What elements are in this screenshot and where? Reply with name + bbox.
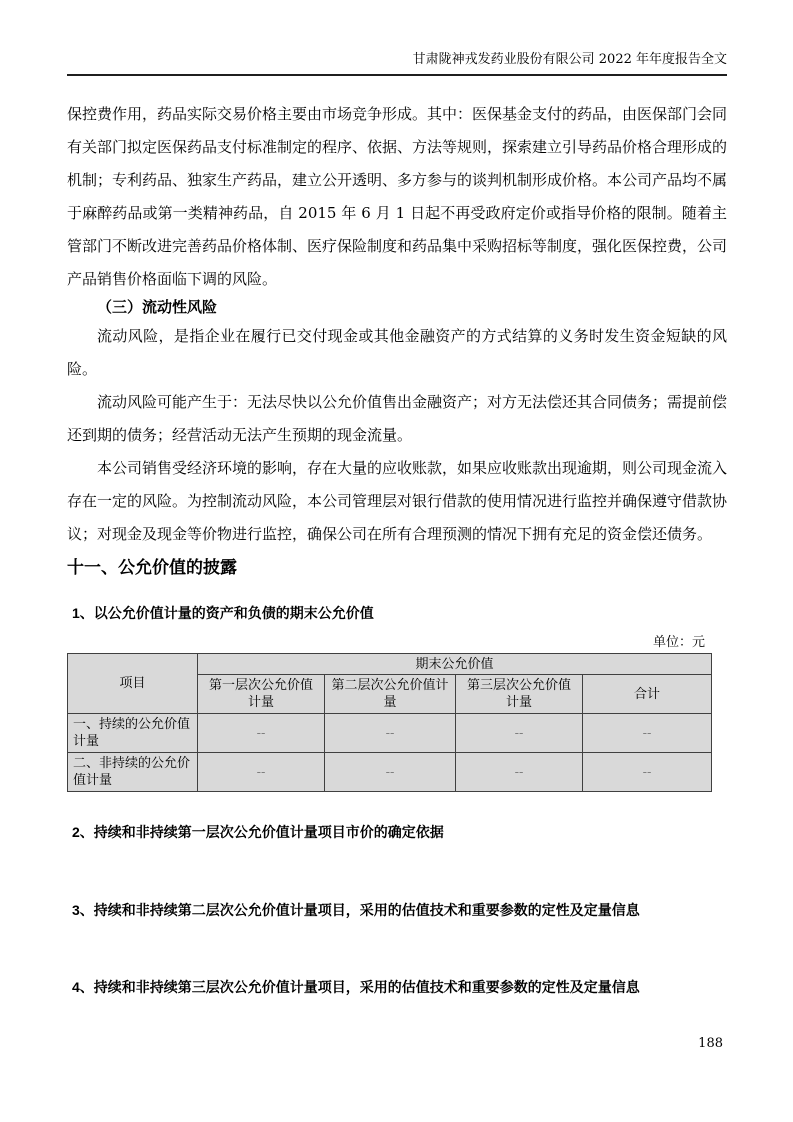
fair-value-table bbox=[67, 653, 712, 792]
row-label-continuous: 一、持续的公允价值计量 bbox=[68, 714, 198, 753]
cell-non-continuous-level1: -- bbox=[198, 753, 325, 792]
cell-continuous-total: -- bbox=[583, 714, 712, 753]
heading-sub4-level3-valuation: 4、持续和非持续第三层次公允价值计量项目，采用的估值技术和重要参数的定性及定量信息 bbox=[72, 979, 640, 995]
page-number: 188 bbox=[698, 1036, 723, 1051]
heading-sub1-period-end-fair-value: 1、以公允价值计量的资产和负债的期末公允价值 bbox=[72, 605, 374, 621]
table-header-row-group bbox=[68, 654, 712, 675]
table-row-continuous bbox=[68, 714, 712, 753]
cell-continuous-level1: -- bbox=[198, 714, 325, 753]
cell-non-continuous-level3: -- bbox=[456, 753, 583, 792]
table-header-item: 项目 bbox=[68, 654, 198, 714]
table-header-level3: 第三层次公允价值计量 bbox=[456, 675, 583, 714]
cell-non-continuous-total: -- bbox=[583, 753, 712, 792]
report-title: 甘肃陇神戎发药业股份有限公司 2022 年年度报告全文 bbox=[412, 52, 727, 67]
paragraph-liquidity-definition: 流动风险，是指企业在履行已交付现金或其他金融资产的方式结算的义务时发生资金短缺的风险。 bbox=[67, 327, 727, 378]
heading-sub2-level1-basis: 2、持续和非持续第一层次公允价值计量项目市价的确定依据 bbox=[72, 824, 444, 840]
heading-liquidity-risk: （三）流动性风险 bbox=[97, 299, 218, 316]
table-header-level1: 第一层次公允价值计量 bbox=[198, 675, 325, 714]
table-header-level2: 第二层次公允价值计量 bbox=[325, 675, 456, 714]
unit-label: 单位：元 bbox=[652, 635, 705, 650]
cell-non-continuous-level2: -- bbox=[325, 753, 456, 792]
row-label-non-continuous: 二、非持续的公允价值计量 bbox=[68, 753, 198, 792]
table-row-non-continuous bbox=[68, 753, 712, 792]
paragraph-price-risk: 保控费作用，药品实际交易价格主要由市场竞争形成。其中：医保基金支付的药品，由医保部门会同有关部门拟定医保药品支付标准制定的程序、依据、方法等规则，探索建立引导药品价格合理形成的机制；专利药品、独家生产药品，建立公开透明、多方参与的谈判机制形成价格。本公司产品均不属于麻醉药品或第一类精神药品，自 2015 年 6 月 1 日起不再受政府定价或指导价格的限制。随着主管部门不断改进完善药品价格体制、医疗保险制度和药品集中采购招标等制度，强化医保控费，公司产品销售价格面临下调的风险。 bbox=[67, 105, 728, 288]
table-header-total: 合计 bbox=[583, 675, 712, 714]
heading-fair-value-disclosure: 十一、公允价值的披露 bbox=[67, 558, 237, 577]
cell-continuous-level2: -- bbox=[325, 714, 456, 753]
paragraph-liquidity-control: 本公司销售受经济环境的影响，存在大量的应收账款，如果应收账款出现逾期，则公司现金流入存在一定的风险。为控制流动风险，本公司管理层对银行借款的使用情况进行监控并确保遵守借款协议；对现金及现金等价物进行监控，确保公司在所有合理预测的情况下拥有充足的资金偿还债务。 bbox=[67, 459, 728, 543]
heading-sub3-level2-valuation: 3、持续和非持续第二层次公允价值计量项目，采用的估值技术和重要参数的定性及定量信息 bbox=[72, 902, 640, 918]
table-header-period-end-fair-value: 期末公允价值 bbox=[198, 654, 712, 675]
cell-continuous-level3: -- bbox=[456, 714, 583, 753]
page-header bbox=[67, 0, 727, 76]
paragraph-liquidity-sources: 流动风险可能产生于：无法尽快以公允价值售出金融资产；对方无法偿还其合同债务；需提前偿还到期的债务；经营活动无法产生预期的现金流量。 bbox=[67, 393, 728, 444]
